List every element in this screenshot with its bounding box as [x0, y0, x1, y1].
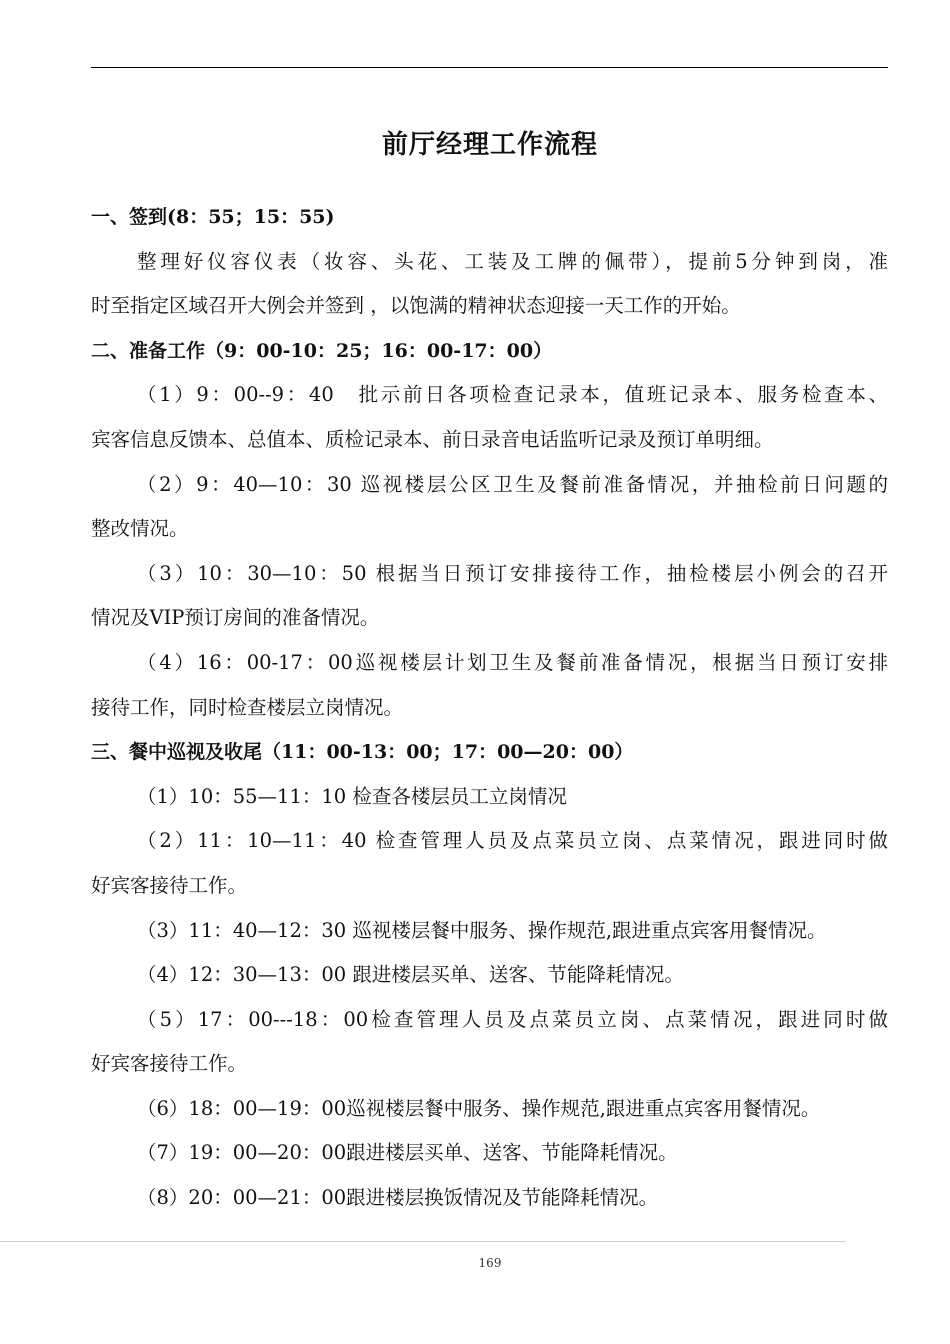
page-number: 169 — [478, 1256, 502, 1270]
paragraph-line: （6）18：00—19：00巡视楼层餐中服务、操作规范,跟进重点宾客用餐情况。 — [137, 1096, 821, 1120]
footer-rule — [0, 1241, 846, 1242]
document-title: 前厅经理工作流程 — [381, 130, 598, 160]
paragraph-line: （2）9：40—10：30 巡视楼层公区卫生及餐前准备情况，并抽检前日问题的 — [137, 472, 888, 496]
paragraph-line: （4）16：00-17：00巡视楼层计划卫生及餐前准备情况，根据当日预订安排 — [137, 650, 888, 674]
paragraph-line: （8）20：00—21：00跟进楼层换饭情况及节能降耗情况。 — [137, 1186, 659, 1210]
document-body — [91, 195, 888, 1221]
paragraph-line: （5）17：00---18：00检查管理人员及点菜员立岗、点菜情况，跟进同时做 — [137, 1007, 888, 1031]
paragraph-line: （4）12：30—13：00 跟进楼层买单、送客、节能降耗情况。 — [137, 963, 684, 987]
paragraph-line: 接待工作，同时检查楼层立岗情况。 — [91, 695, 404, 719]
paragraph-line: 情况及VIP预订房间的准备情况。 — [91, 606, 380, 630]
header-rule — [91, 67, 888, 68]
section-heading-3: 三、餐中巡视及收尾（11：00-13：00；17：00—20：00） — [91, 741, 634, 764]
paragraph-line: 整改情况。 — [91, 517, 189, 541]
paragraph-line: 整理好仪容仪表（妆容、头花、工装及工牌的佩带），提前5分钟到岗，准 — [137, 249, 888, 273]
paragraph-line: 宾客信息反馈本、总值本、质检记录本、前日录音电话监听记录及预订单明细。 — [91, 427, 774, 451]
section-heading-2: 二、准备工作（9：00-10：25；16：00-17：00） — [91, 339, 553, 362]
paragraph-line: （1）9：00--9：40 批示前日各项检查记录本，值班记录本、服务检查本、 — [137, 383, 888, 407]
paragraph-line: 时至指定区域召开大例会并签到 ，以饱满的精神状态迎接一天工作的开始。 — [91, 294, 741, 318]
paragraph-line: （3）11：40—12：30 巡视楼层餐中服务、操作规范,跟进重点宾客用餐情况。 — [137, 918, 827, 942]
paragraph-line: 好宾客接待工作。 — [91, 873, 248, 897]
paragraph-line: （7）19：00—20：00跟进楼层买单、送客、节能降耗情况。 — [137, 1141, 678, 1165]
paragraph-line: 好宾客接待工作。 — [91, 1052, 248, 1076]
paragraph-line: （2）11：10—11：40 检查管理人员及点菜员立岗、点菜情况，跟进同时做 — [137, 829, 888, 853]
paragraph-line: （1）10：55—11：10 检查各楼层员工立岗情况 — [137, 784, 567, 808]
paragraph-line: （3）10：30—10：50 根据当日预订安排接待工作，抽检楼层小例会的召开 — [137, 561, 888, 585]
section-heading-1: 一、签到(8：55；15：55) — [91, 206, 335, 228]
